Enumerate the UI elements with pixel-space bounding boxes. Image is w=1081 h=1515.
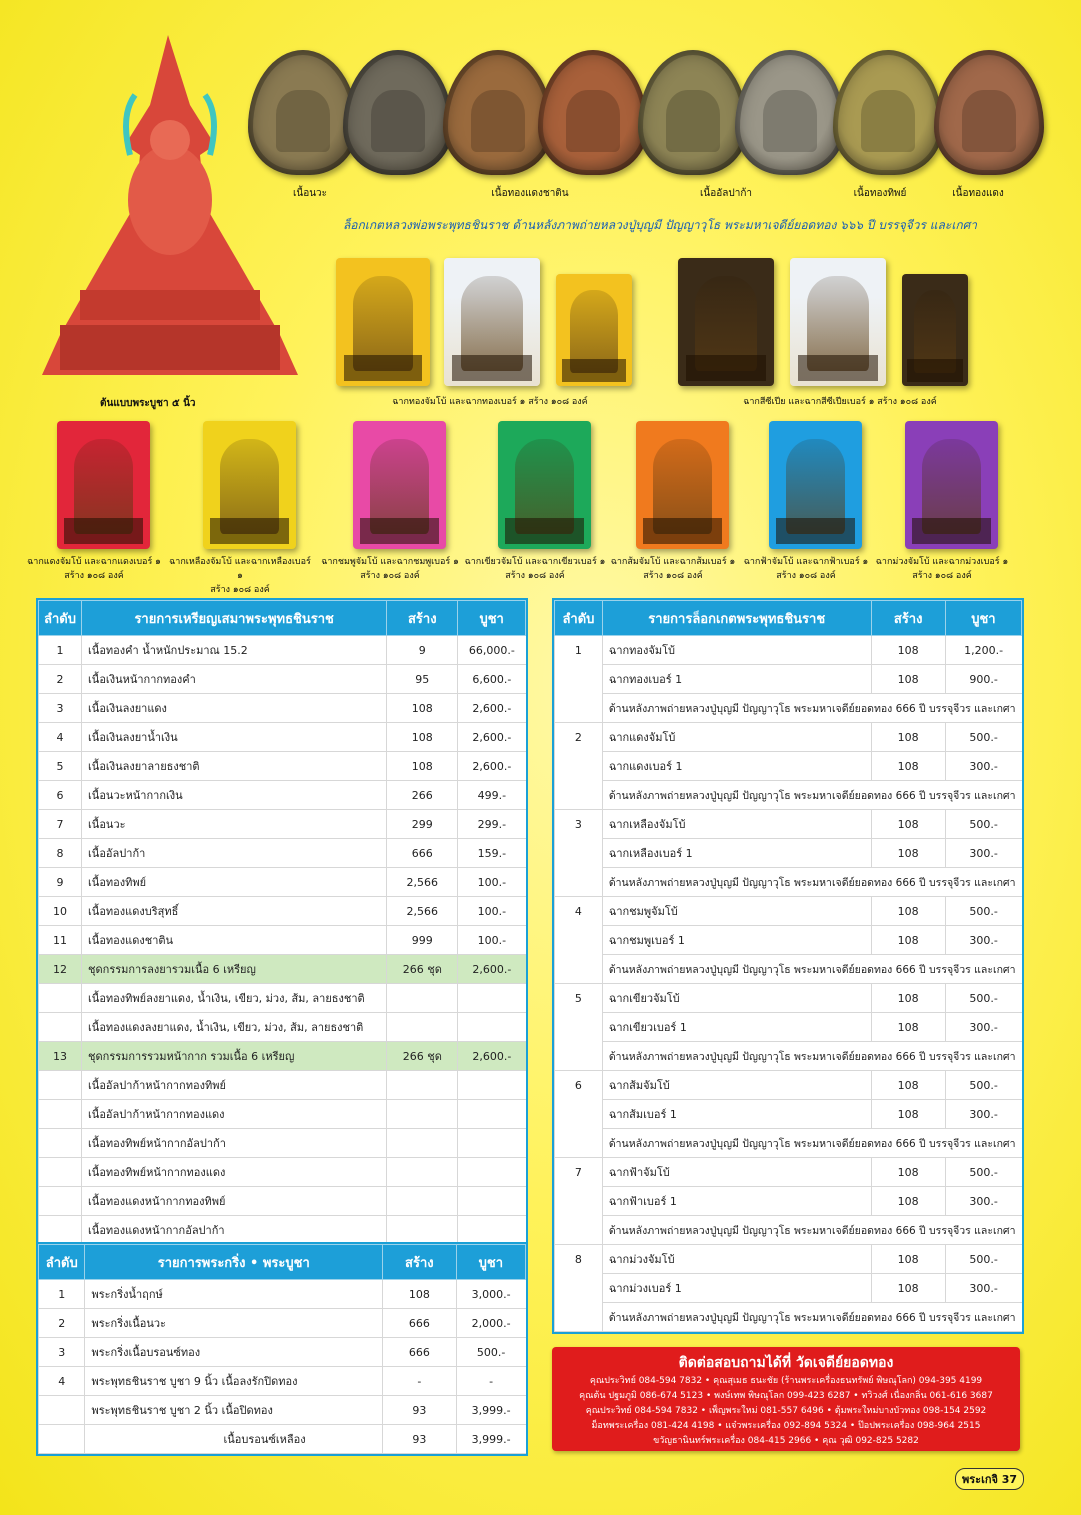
col-header: บูชา xyxy=(458,601,526,636)
table-cell: ด้านหลังภาพถ่ายหลวงปู่บุญมี ปัญญาวุโธ พระมหาเจดีย์ยอดทอง 666 ปี บรรจุจีวร และเกศา xyxy=(602,1216,1021,1245)
table-cell: 3,000.- xyxy=(456,1280,525,1309)
table-cell: 11 xyxy=(39,926,82,955)
table-cell: 666 xyxy=(383,1338,457,1367)
table-cell: 108 xyxy=(871,1245,945,1274)
table-cell: 7 xyxy=(555,1158,603,1245)
table-row xyxy=(39,1425,526,1454)
table-row xyxy=(39,636,526,665)
table-cell: 499.- xyxy=(458,781,526,810)
table-cell: เนื้อบรอนซ์เหลือง xyxy=(85,1425,383,1454)
table-row xyxy=(39,984,526,1013)
locket-card-back-photo xyxy=(790,258,886,386)
locket-card-caption xyxy=(315,555,465,583)
table-cell: พระกริ่งเนื้อนวะ xyxy=(85,1309,383,1338)
contact-line: คุณประวิทย์ 084-594 7832 • คุณสุเมธ ธนะชัย (ร้านพระเครื่องธนทรัพย์ พิษณุโลก) 094-395 4199 xyxy=(589,1376,983,1386)
caption-line: ฉากเขียวจัมโบ้ และฉากเขียวเบอร์ ๑ xyxy=(464,557,606,567)
table-row xyxy=(39,955,526,984)
locket-card-gold-no1 xyxy=(556,274,632,386)
table-cell: - xyxy=(456,1367,525,1396)
col-header: สร้าง xyxy=(871,601,945,636)
table-cell: 299.- xyxy=(458,810,526,839)
caption-line: ฉากม่วงจัมโบ้ และฉากม่วงเบอร์ ๑ xyxy=(875,557,1009,567)
caption-line: สร้าง ๑๐๘ องค์ xyxy=(643,571,703,581)
table-cell: 108 xyxy=(387,723,458,752)
table-row xyxy=(39,781,526,810)
contact-box xyxy=(552,1347,1020,1451)
table-cell: 108 xyxy=(871,723,945,752)
locket-price-table xyxy=(552,598,1024,1334)
table-row xyxy=(39,752,526,781)
table-row xyxy=(39,1280,526,1309)
table-cell: 2 xyxy=(39,665,82,694)
table-cell: ฉากเขียวจัมโบ้ xyxy=(602,984,871,1013)
caption-line: ฉากแดงจัมโบ้ และฉากแดงเบอร์ ๑ xyxy=(27,557,161,567)
table-row xyxy=(39,1158,526,1187)
table-cell: พระพุทธชินราช บูชา 9 นิ้ว เนื้อลงรักปิดทอง xyxy=(85,1367,383,1396)
table-cell xyxy=(387,1187,458,1216)
table-cell: 8 xyxy=(39,839,82,868)
table-row xyxy=(555,752,1022,781)
table-cell: 108 xyxy=(871,1274,945,1303)
caption-line: สร้าง ๑๐๘ องค์ xyxy=(505,571,565,581)
table-cell: เนื้อทองแดงบริสุทธิ์ xyxy=(82,897,387,926)
table-cell xyxy=(39,1187,82,1216)
table-cell: ด้านหลังภาพถ่ายหลวงปู่บุญมี ปัญญาวุโธ พระมหาเจดีย์ยอดทอง 666 ปี บรรจุจีวร และเกศา xyxy=(602,868,1021,897)
table-cell xyxy=(458,1187,526,1216)
table-cell: 13 xyxy=(39,1042,82,1071)
coin-label: เนื้อนวะ xyxy=(292,188,328,199)
coin-label: เนื้อทองทิพย์ xyxy=(853,188,907,199)
table-cell: ฉากทองเบอร์ 1 xyxy=(602,665,871,694)
table-row xyxy=(39,723,526,752)
table-cell xyxy=(458,1100,526,1129)
table-cell: เนื้อทองแดงชาติน xyxy=(82,926,387,955)
table-cell: 108 xyxy=(871,636,945,665)
table-cell: เนื้อนวะ xyxy=(82,810,387,839)
table-cell: เนื้อเงินลงยาน้ำเงิน xyxy=(82,723,387,752)
table-cell: 1 xyxy=(39,636,82,665)
table-cell: 9 xyxy=(39,868,82,897)
locket-card-back-photo xyxy=(444,258,540,386)
table-cell: 266 xyxy=(387,781,458,810)
table-row xyxy=(39,694,526,723)
table-row-note xyxy=(555,694,1022,723)
table-cell: ด้านหลังภาพถ่ายหลวงปู่บุญมี ปัญญาวุโธ พระมหาเจดีย์ยอดทอง 666 ปี บรรจุจีวร และเกศา xyxy=(602,781,1021,810)
table-cell: 8 xyxy=(555,1245,603,1332)
table-cell: 500.- xyxy=(945,1158,1021,1187)
table-row xyxy=(39,1216,526,1245)
table-cell: เนื้อทองคำ น้ำหนักประมาณ 15.2 xyxy=(82,636,387,665)
table-row xyxy=(39,810,526,839)
table-row xyxy=(555,1071,1022,1100)
table-row xyxy=(39,926,526,955)
table-cell: ฉากม่วงจัมโบ้ xyxy=(602,1245,871,1274)
table-cell xyxy=(39,984,82,1013)
locket-card-caption xyxy=(731,555,881,583)
table-row xyxy=(39,1129,526,1158)
locket-card xyxy=(769,421,862,549)
contact-line: คุณประวิทย์ 084-594 7832 • เพ็ญพระใหม่ 081-557 6496 • ตุ้มพระใหม่บางบัวทอง 098-154 2592 xyxy=(585,1406,987,1416)
table-cell: 999 xyxy=(387,926,458,955)
caption-line: สร้าง ๑๐๘ องค์ xyxy=(360,571,420,581)
table-cell: 500.- xyxy=(945,723,1021,752)
col-header: รายการเหรียญเสมาพระพุทธชินราช xyxy=(82,601,387,636)
table-cell: 108 xyxy=(871,1100,945,1129)
table-cell: เนื้ออัลปาก้า xyxy=(82,839,387,868)
table-cell: เนื้อเงินหน้ากากทองคำ xyxy=(82,665,387,694)
table-row xyxy=(555,984,1022,1013)
table-cell: ด้านหลังภาพถ่ายหลวงปู่บุญมี ปัญญาวุโธ พระมหาเจดีย์ยอดทอง 666 ปี บรรจุจีวร และเกศา xyxy=(602,1303,1021,1332)
table-cell: ด้านหลังภาพถ่ายหลวงปู่บุญมี ปัญญาวุโธ พระมหาเจดีย์ยอดทอง 666 ปี บรรจุจีวร และเกศา xyxy=(602,1042,1021,1071)
table-cell xyxy=(387,1158,458,1187)
table-cell: 1 xyxy=(555,636,603,723)
table-row xyxy=(555,926,1022,955)
table-cell: 108 xyxy=(387,694,458,723)
table-cell: 10 xyxy=(39,897,82,926)
coin-price-table xyxy=(36,598,528,1247)
caption-line: ฉากเหลืองจัมโบ้ และฉากเหลืองเบอร์ ๑ xyxy=(169,557,311,581)
table-cell xyxy=(458,1071,526,1100)
table-cell: พระกริ่งเนื้อบรอนซ์ทอง xyxy=(85,1338,383,1367)
col-header: รายการล็อกเกตพระพุทธชินราช xyxy=(602,601,871,636)
table-cell: 2,600.- xyxy=(458,752,526,781)
coin-image xyxy=(833,50,943,175)
table-row xyxy=(555,1245,1022,1274)
locket-card xyxy=(57,421,150,549)
table-cell: เนื้ออัลปาก้าหน้ากากทองทิพย์ xyxy=(82,1071,387,1100)
table-cell: ฉากฟ้าจัมโบ้ xyxy=(602,1158,871,1187)
table-cell: 4 xyxy=(39,723,82,752)
table-cell: ฉากส้มเบอร์ 1 xyxy=(602,1100,871,1129)
table-row xyxy=(555,1013,1022,1042)
table-cell: 108 xyxy=(387,752,458,781)
table-cell xyxy=(39,1216,82,1245)
table-cell: ด้านหลังภาพถ่ายหลวงปู่บุญมี ปัญญาวุโธ พระมหาเจดีย์ยอดทอง 666 ปี บรรจุจีวร และเกศา xyxy=(602,1129,1021,1158)
table-cell: 108 xyxy=(871,839,945,868)
table-cell: 1 xyxy=(39,1280,85,1309)
table-cell: 3 xyxy=(555,810,603,897)
table-cell xyxy=(387,1216,458,1245)
table-cell: 500.- xyxy=(945,984,1021,1013)
table-row xyxy=(39,1309,526,1338)
table-cell: 2 xyxy=(39,1309,85,1338)
table-row xyxy=(555,1100,1022,1129)
table-cell: ฉากส้มจัมโบ้ xyxy=(602,1071,871,1100)
table-cell: 100.- xyxy=(458,868,526,897)
col-header: บูชา xyxy=(456,1245,525,1280)
statue-caption: ต้นแบบพระบูชา ๕ นิ้ว xyxy=(100,398,196,409)
table-cell: เนื้ออัลปาก้าหน้ากากทองแดง xyxy=(82,1100,387,1129)
table-cell: 108 xyxy=(871,984,945,1013)
table-row xyxy=(555,1187,1022,1216)
table-cell xyxy=(387,1071,458,1100)
table-cell: เนื้อเงินลงยาลายธงชาติ xyxy=(82,752,387,781)
table-cell: 3 xyxy=(39,1338,85,1367)
table-cell: 500.- xyxy=(456,1338,525,1367)
table-cell: 666 xyxy=(383,1309,457,1338)
table-cell: 2,566 xyxy=(387,868,458,897)
coin-image xyxy=(343,50,453,175)
table-cell: 300.- xyxy=(945,1187,1021,1216)
table-cell: 5 xyxy=(555,984,603,1071)
table-cell: 2,566 xyxy=(387,897,458,926)
locket-card-caption xyxy=(19,555,169,583)
table-cell: 95 xyxy=(387,665,458,694)
table-cell xyxy=(387,1013,458,1042)
table-row xyxy=(39,897,526,926)
table-row xyxy=(39,1013,526,1042)
table-cell: 666 xyxy=(387,839,458,868)
table-cell: 108 xyxy=(871,897,945,926)
table-row xyxy=(555,723,1022,752)
table-cell: เนื้อทองแดงหน้ากากอัลปาก้า xyxy=(82,1216,387,1245)
table-cell xyxy=(387,1129,458,1158)
table-cell: ฉากเขียวเบอร์ 1 xyxy=(602,1013,871,1042)
table-cell: 3,999.- xyxy=(456,1425,525,1454)
table-cell: 2,600.- xyxy=(458,723,526,752)
col-header: ลำดับ xyxy=(555,601,603,636)
table-cell: 4 xyxy=(555,897,603,984)
caption-line: สร้าง ๑๐๘ องค์ xyxy=(64,571,124,581)
table-cell: 108 xyxy=(871,810,945,839)
locket-card-gold-jumbo xyxy=(336,258,430,386)
table-row-note xyxy=(555,1129,1022,1158)
locket-card xyxy=(353,421,446,549)
table-cell xyxy=(39,1100,82,1129)
table-cell: 300.- xyxy=(945,1013,1021,1042)
table-cell: เนื้อทองทิพย์ xyxy=(82,868,387,897)
contact-heading: ติดต่อสอบถามได้ที่ วัดเจดีย์ยอดทอง xyxy=(678,1355,894,1371)
caption-line: ฉากส้มจัมโบ้ และฉากส้มเบอร์ ๑ xyxy=(610,557,736,567)
caption-line: ฉากชมพูจัมโบ้ และฉากชมพูเบอร์ ๑ xyxy=(321,557,459,567)
table-cell: 108 xyxy=(871,1013,945,1042)
contact-line: ม็อทพระเครื่อง 081-424 4198 • แจ๋วพระเครื่อง 092-894 5324 • ป๊อปพระเครื่อง 098-964 2515 xyxy=(591,1421,981,1431)
col-header: รายการพระกริ่ง • พระบูชา xyxy=(85,1245,383,1280)
table-cell: 500.- xyxy=(945,1245,1021,1274)
table-cell xyxy=(39,1013,82,1042)
table-cell: เนื้อนวะหน้ากากเงิน xyxy=(82,781,387,810)
table-cell: 266 ชุด xyxy=(387,1042,458,1071)
table-cell: 108 xyxy=(871,1158,945,1187)
table-cell: เนื้อทองทิพย์หน้ากากอัลปาก้า xyxy=(82,1129,387,1158)
table-cell xyxy=(387,984,458,1013)
locket-card-sepia-no1 xyxy=(902,274,968,386)
table-cell: 2,000.- xyxy=(456,1309,525,1338)
table-cell: 159.- xyxy=(458,839,526,868)
table-cell: 266 ชุด xyxy=(387,955,458,984)
locket-card-caption xyxy=(598,555,748,583)
locket-title: ล็อกเกตหลวงพ่อพระพุทธชินราช ด้านหลังภาพถ่ายหลวงปู่บุญมี ปัญญาวุโธ พระมหาเจดีย์ยอดทอง ๖๖๖ ปี บรรจุจีวร และเกศา xyxy=(342,218,978,232)
locket-card-caption xyxy=(165,555,315,597)
table-cell: 6 xyxy=(555,1071,603,1158)
table-cell: 2,600.- xyxy=(458,955,526,984)
table-row xyxy=(39,1367,526,1396)
table-cell: 5 xyxy=(39,752,82,781)
table-cell: ฉากเหลืองเบอร์ 1 xyxy=(602,839,871,868)
table-row xyxy=(39,665,526,694)
table-cell: ชุดกรรมการรวมหน้ากาก รวมเนื้อ 6 เหรียญ xyxy=(82,1042,387,1071)
coin-label: เนื้อทองแดงชาติน xyxy=(491,188,569,199)
locket-card xyxy=(636,421,729,549)
table-cell: - xyxy=(383,1367,457,1396)
table-row-note xyxy=(555,1303,1022,1332)
table-row xyxy=(39,1042,526,1071)
locket-card xyxy=(905,421,998,549)
table-cell: 299 xyxy=(387,810,458,839)
col-header: ลำดับ xyxy=(39,1245,85,1280)
contact-line: ขวัญธานินทร์พระเครื่อง 084-415 2966 • คุณ วุฒิ 092-825 5282 xyxy=(653,1436,919,1446)
table-cell: 108 xyxy=(871,752,945,781)
contact-line: คุณต้น ปฐมภูมิ 086-674 5123 • พงษ์เทพ พิษณุโลก 099-423 6287 • ทวิวงศ์ เนื่องกลิ่น 061-616 3687 xyxy=(579,1391,993,1401)
table-row xyxy=(39,1071,526,1100)
table-cell: 6,600.- xyxy=(458,665,526,694)
table-cell: 93 xyxy=(383,1425,457,1454)
table-cell: ฉากเหลืองจัมโบ้ xyxy=(602,810,871,839)
table-cell: ฉากชมพูจัมโบ้ xyxy=(602,897,871,926)
table-row xyxy=(39,839,526,868)
table-cell: พระพุทธชินราช บูชา 2 นิ้ว เนื้อปิดทอง xyxy=(85,1396,383,1425)
table-row-note xyxy=(555,781,1022,810)
table-header xyxy=(39,1245,526,1280)
table-cell: ด้านหลังภาพถ่ายหลวงปู่บุญมี ปัญญาวุโธ พระมหาเจดีย์ยอดทอง 666 ปี บรรจุจีวร และเกศา xyxy=(602,955,1021,984)
table-cell: ฉากฟ้าเบอร์ 1 xyxy=(602,1187,871,1216)
table-cell: เนื้อทองแดงลงยาแดง, น้ำเงิน, เขียว, ม่วง, ส้ม, ลายธงชาติ xyxy=(82,1013,387,1042)
table-cell: ด้านหลังภาพถ่ายหลวงปู่บุญมี ปัญญาวุโธ พระมหาเจดีย์ยอดทอง 666 ปี บรรจุจีวร และเกศา xyxy=(602,694,1021,723)
table-row-note xyxy=(555,868,1022,897)
table-row xyxy=(555,810,1022,839)
table-cell: ฉากชมพูเบอร์ 1 xyxy=(602,926,871,955)
table-cell xyxy=(39,1158,82,1187)
coin-label: เนื้อทองแดง xyxy=(952,188,1004,199)
table-cell xyxy=(39,1425,85,1454)
table-cell: 108 xyxy=(871,926,945,955)
table-cell xyxy=(458,1216,526,1245)
table-cell: 108 xyxy=(871,1187,945,1216)
coin-image xyxy=(538,50,648,175)
table-cell xyxy=(39,1071,82,1100)
locket-card xyxy=(498,421,591,549)
table-cell: 3 xyxy=(39,694,82,723)
table-cell: 500.- xyxy=(945,897,1021,926)
table-row xyxy=(39,1100,526,1129)
table-cell: ฉากแดงเบอร์ 1 xyxy=(602,752,871,781)
table-cell xyxy=(458,1013,526,1042)
table-cell: ฉากทองจัมโบ้ xyxy=(602,636,871,665)
coin-image xyxy=(735,50,845,175)
caption-line: สร้าง ๑๐๘ องค์ xyxy=(210,585,270,595)
table-cell: 2 xyxy=(555,723,603,810)
coin-image xyxy=(443,50,553,175)
table-cell: 100.- xyxy=(458,897,526,926)
table-cell: 9 xyxy=(387,636,458,665)
table-cell xyxy=(387,1100,458,1129)
locket-card-caption xyxy=(460,555,610,583)
coin-image xyxy=(638,50,748,175)
table-cell: 300.- xyxy=(945,839,1021,868)
table-row xyxy=(555,665,1022,694)
table-cell: 108 xyxy=(871,1071,945,1100)
table-cell xyxy=(39,1129,82,1158)
table-row xyxy=(555,1158,1022,1187)
table-header xyxy=(39,601,526,636)
col-header: สร้าง xyxy=(383,1245,457,1280)
table-cell: เนื้อทองแดงหน้ากากทองทิพย์ xyxy=(82,1187,387,1216)
locket-row1-caption-left: ฉากทองจัมโบ้ และฉากทองเบอร์ ๑ สร้าง ๑๐๘ องค์ xyxy=(392,397,588,407)
col-header: ลำดับ xyxy=(39,601,82,636)
table-cell: เนื้อทองทิพย์ลงยาแดง, น้ำเงิน, เขียว, ม่วง, ส้ม, ลายธงชาติ xyxy=(82,984,387,1013)
table-cell: 900.- xyxy=(945,665,1021,694)
table-cell: 66,000.- xyxy=(458,636,526,665)
table-cell: 2,600.- xyxy=(458,694,526,723)
table-cell: 300.- xyxy=(945,1100,1021,1129)
table-cell: 6 xyxy=(39,781,82,810)
bucha-price-table xyxy=(36,1242,528,1456)
table-cell: 12 xyxy=(39,955,82,984)
table-cell: 500.- xyxy=(945,1071,1021,1100)
table-row-note xyxy=(555,1042,1022,1071)
coin-image xyxy=(934,50,1044,175)
table-row xyxy=(555,1274,1022,1303)
table-cell: พระกริ่งน้ำฤกษ์ xyxy=(85,1280,383,1309)
table-row xyxy=(555,897,1022,926)
coin-label: เนื้ออัลปาก้า xyxy=(699,188,753,199)
table-cell: ฉากแดงจัมโบ้ xyxy=(602,723,871,752)
table-cell: เนื้อทองทิพย์หน้ากากทองแดง xyxy=(82,1158,387,1187)
table-row xyxy=(555,636,1022,665)
col-header: สร้าง xyxy=(387,601,458,636)
table-cell: 300.- xyxy=(945,1274,1021,1303)
table-row-note xyxy=(555,1216,1022,1245)
table-cell: 300.- xyxy=(945,752,1021,781)
table-cell: 100.- xyxy=(458,926,526,955)
table-cell xyxy=(458,984,526,1013)
table-cell: 300.- xyxy=(945,926,1021,955)
page-number: พระเกจิ 37 xyxy=(955,1468,1024,1490)
table-cell: 108 xyxy=(871,665,945,694)
table-cell: 500.- xyxy=(945,810,1021,839)
table-cell: 93 xyxy=(383,1396,457,1425)
table-row xyxy=(39,1187,526,1216)
table-cell xyxy=(458,1129,526,1158)
caption-line: ฉากฟ้าจัมโบ้ และฉากฟ้าเบอร์ ๑ xyxy=(743,557,869,567)
table-cell: เนื้อเงินลงยาแดง xyxy=(82,694,387,723)
table-cell: ชุดกรรมการลงยารวมเนื้อ 6 เหรียญ xyxy=(82,955,387,984)
caption-line: สร้าง ๑๐๘ องค์ xyxy=(912,571,972,581)
locket-row1-caption-right: ฉากสีซีเปีย และฉากสีซีเปียเบอร์ ๑ สร้าง ๑๐๘ องค์ xyxy=(743,397,937,407)
table-cell: 2,600.- xyxy=(458,1042,526,1071)
locket-card-sepia-jumbo xyxy=(678,258,774,386)
table-header xyxy=(555,601,1022,636)
table-row xyxy=(555,839,1022,868)
caption-line: สร้าง ๑๐๘ องค์ xyxy=(776,571,836,581)
table-row xyxy=(39,868,526,897)
table-row-note xyxy=(555,955,1022,984)
table-cell xyxy=(39,1396,85,1425)
table-cell: 108 xyxy=(383,1280,457,1309)
col-header: บูชา xyxy=(945,601,1021,636)
locket-card-caption xyxy=(867,555,1017,583)
table-cell xyxy=(458,1158,526,1187)
table-cell: 4 xyxy=(39,1367,85,1396)
table-row xyxy=(39,1338,526,1367)
table-row xyxy=(39,1396,526,1425)
table-cell: 3,999.- xyxy=(456,1396,525,1425)
table-cell: 1,200.- xyxy=(945,636,1021,665)
locket-card xyxy=(203,421,296,549)
table-cell: 7 xyxy=(39,810,82,839)
table-cell: ฉากม่วงเบอร์ 1 xyxy=(602,1274,871,1303)
